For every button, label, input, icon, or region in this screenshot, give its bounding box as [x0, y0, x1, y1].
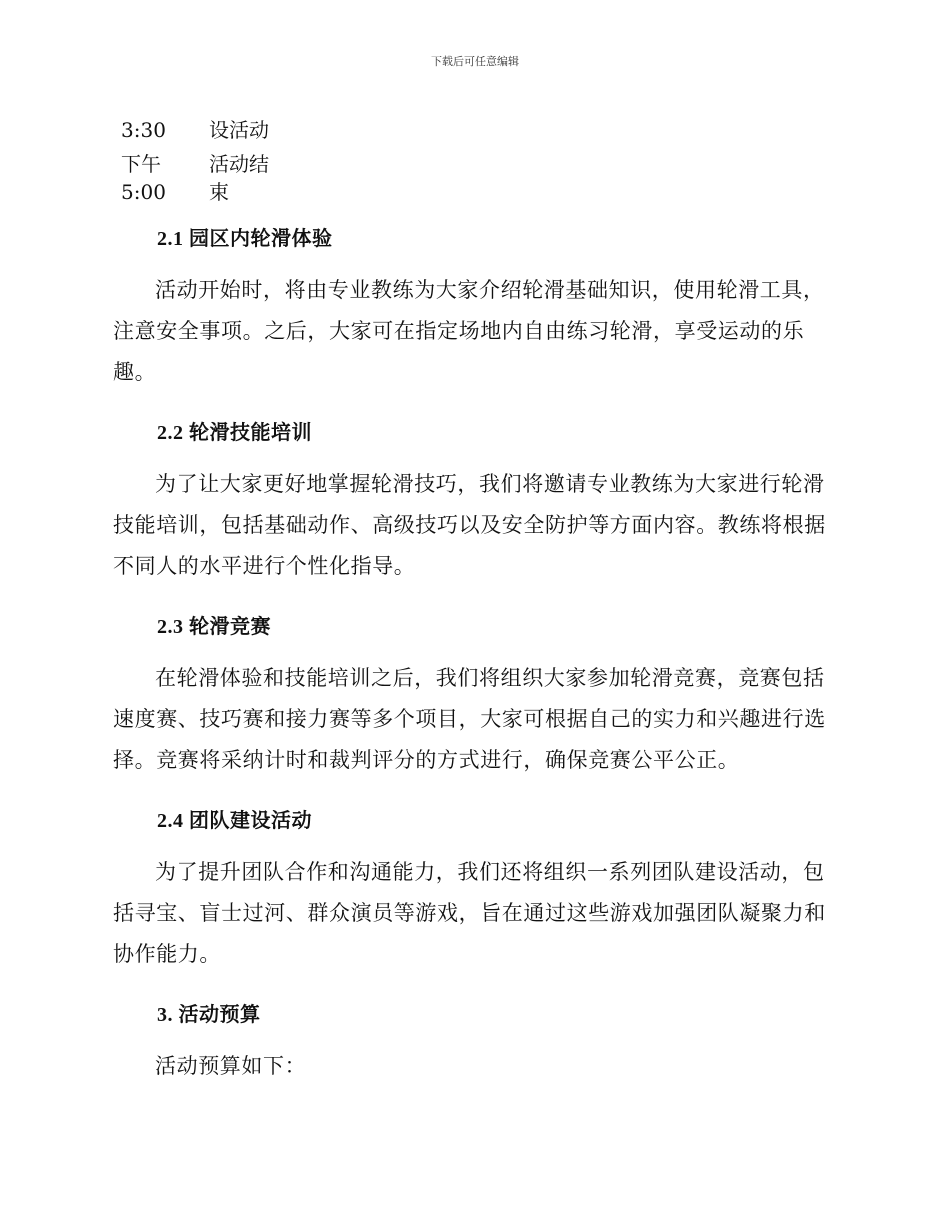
- schedule-time: [121, 150, 209, 206]
- schedule-row: [121, 116, 269, 144]
- schedule-event-line: 束: [209, 180, 229, 204]
- schedule-time-line: 3:30: [121, 118, 166, 142]
- section-heading-2-1: 2.1 园区内轮滑体验: [157, 228, 333, 250]
- schedule-table: [121, 116, 269, 206]
- section-paragraph-2-3: 在轮滑体验和技能培训之后，我们将组织大家参加轮滑竞赛，竞赛包括速度赛、技巧赛和接力赛等多个项目，大家可根据自己的实力和兴趣进行选择。竞赛将采纳计时和裁判评分的方式进行，确保竞赛公平公正。: [113, 666, 826, 772]
- section-paragraph-2-2: 为了让大家更好地掌握轮滑技巧，我们将邀请专业教练为大家进行轮滑技能培训，包括基础动作、高级技巧以及安全防护等方面内容。教练将根据不同人的水平进行个性化指导。: [113, 472, 826, 578]
- section-paragraph-2-1: 活动开始时，将由专业教练为大家介绍轮滑基础知识，使用轮滑工具，注意安全事项。之后，大家可在指定场地内自由练习轮滑，享受运动的乐趣。: [113, 278, 825, 384]
- schedule-event: [209, 150, 269, 206]
- section-heading-3: 3. 活动预算: [157, 1004, 261, 1026]
- section-heading-2-2: 2.2 轮滑技能培训: [157, 422, 312, 444]
- schedule-row: [121, 150, 269, 206]
- schedule-time: [121, 116, 209, 144]
- page-header-note: 下载后可任意编辑: [431, 55, 519, 68]
- schedule-event-line: 活动结: [209, 152, 269, 176]
- schedule-time-line: 5:00: [121, 180, 166, 204]
- section-heading-2-4: 2.4 团队建设活动: [157, 810, 312, 832]
- section-paragraph-2-4: 为了提升团队合作和沟通能力，我们还将组织一系列团队建设活动，包括寻宝、盲士过河、群众演员等游戏，旨在通过这些游戏加强团队凝聚力和协作能力。: [113, 860, 826, 966]
- section-paragraph-3: 活动预算如下：: [155, 1054, 307, 1078]
- section-heading-2-3: 2.3 轮滑竞赛: [157, 616, 271, 638]
- schedule-time-line: 下午: [121, 152, 161, 176]
- schedule-event-line: 设活动: [209, 118, 269, 142]
- schedule-event: [209, 116, 269, 144]
